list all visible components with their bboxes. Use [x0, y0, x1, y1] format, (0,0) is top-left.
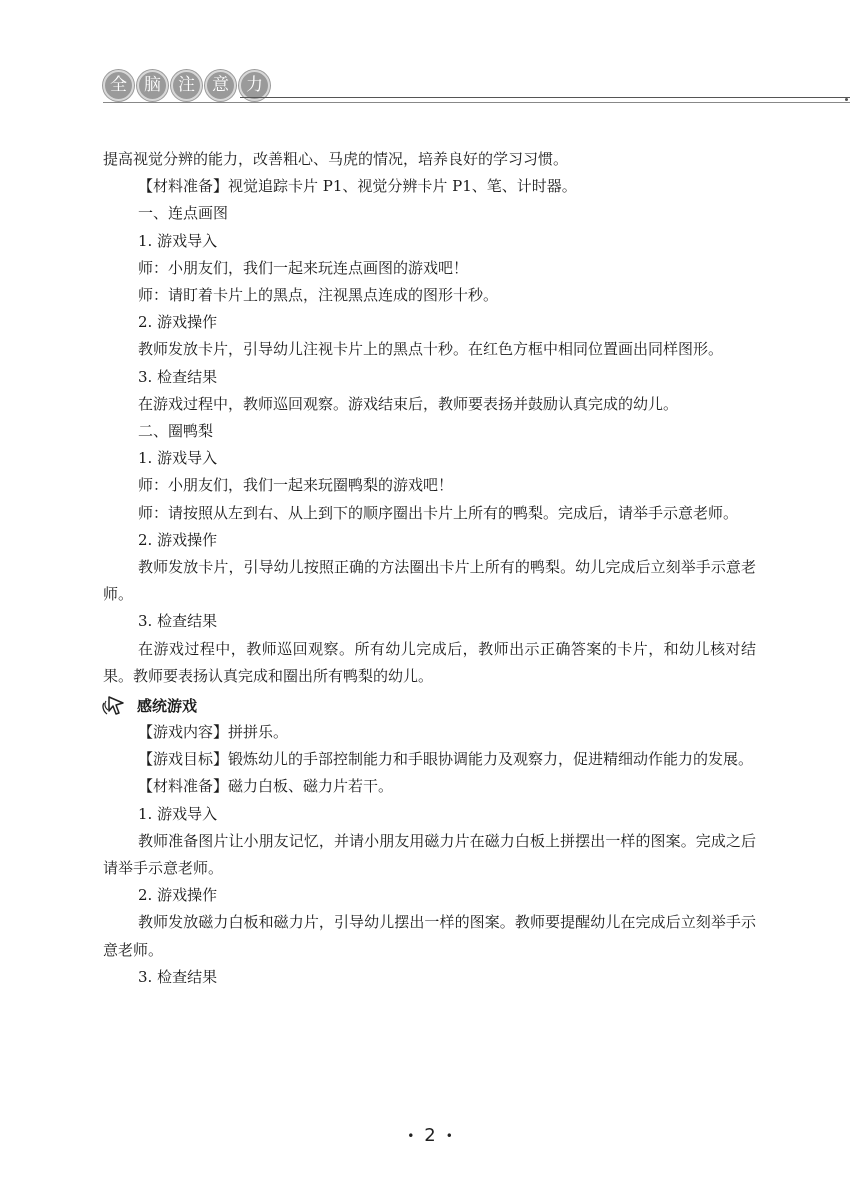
step-heading: 1. 游戏导入 — [138, 449, 218, 468]
title-char: 力 — [239, 70, 270, 101]
game-goal: 【游戏目标】锻炼幼儿的手部控制能力和手眼协调能力及观察力，促进精细动作能力的发展。 — [138, 750, 754, 769]
paragraph: 教师发放磁力白板和磁力片，引导幼儿摆出一样的图案。教师要提醒幼儿在完成后立刻举手示意老师。 — [103, 913, 756, 959]
section-title: 感统游戏 — [137, 697, 198, 716]
section-heading — [103, 692, 756, 719]
subsection-heading: 二、圈鸭梨 — [138, 422, 214, 441]
step-heading: 2. 游戏操作 — [138, 886, 218, 905]
step-heading: 2. 游戏操作 — [138, 313, 218, 332]
header-rule-thin — [103, 102, 850, 103]
sensory-game-icon — [101, 695, 127, 717]
title-char: 意 — [205, 70, 236, 101]
paragraph: 教师发放卡片，引导幼儿按照正确的方法圈出卡片上所有的鸭梨。幼儿完成后立刻举手示意老师。 — [103, 558, 756, 604]
dialogue-line: 师：小朋友们，我们一起来玩圈鸭梨的游戏吧！ — [138, 476, 454, 495]
game-content: 【游戏内容】拼拼乐。 — [138, 723, 289, 742]
paragraph: 教师准备图片让小朋友记忆，并请小朋友用磁力片在磁力白板上拼摆出一样的图案。完成之后请举手示意老师。 — [103, 831, 756, 878]
paragraph: 在游戏过程中，教师巡回观察。游戏结束后，教师要表扬并鼓励认真完成的幼儿。 — [138, 394, 679, 413]
step-heading: 1. 游戏导入 — [138, 804, 218, 823]
materials-paragraph: 【材料准备】视觉追踪卡片 P1、视觉分辨卡片 P1、笔、计时器。 — [138, 177, 577, 196]
title-char: 脑 — [137, 70, 168, 101]
subsection-heading: 一、连点画图 — [138, 204, 229, 223]
step-heading: 2. 游戏操作 — [138, 530, 218, 549]
paragraph: 在游戏过程中，教师巡回观察。所有幼儿完成后，教师出示正确答案的卡片，和幼儿核对结果。教师要表扬认真完成和圈出所有鸭梨的幼儿。 — [103, 639, 756, 685]
footer-dot: • — [407, 1129, 415, 1143]
page-body — [103, 146, 756, 991]
page-footer — [0, 1125, 860, 1146]
materials-paragraph: 【材料准备】磁力白板、磁力片若干。 — [138, 777, 394, 796]
dialogue-line: 师：请按照从左到右、从上到下的顺序圈出卡片上所有的鸭梨。完成后，请举手示意老师。 — [138, 503, 739, 522]
dialogue-line: 师：小朋友们，我们一起来玩连点画图的游戏吧！ — [138, 258, 469, 277]
title-char: 注 — [171, 70, 202, 101]
page-header — [0, 0, 860, 110]
dialogue-line: 师：请盯着卡片上的黑点，注视黑点连成的图形十秒。 — [138, 286, 499, 305]
step-heading: 1. 游戏导入 — [138, 231, 218, 250]
step-heading: 3. 检查结果 — [138, 612, 218, 631]
paragraph: 教师发放卡片，引导幼儿注视卡片上的黑点十秒。在红色方框中相同位置画出同样图形。 — [138, 340, 724, 359]
header-rule — [240, 97, 850, 98]
header-rule-dot — [845, 98, 848, 101]
step-heading: 3. 检查结果 — [138, 967, 218, 986]
title-char: 全 — [103, 70, 134, 101]
page-number: 2 — [424, 1125, 436, 1146]
footer-dot: • — [445, 1129, 453, 1143]
step-heading: 3. 检查结果 — [138, 367, 218, 386]
paragraph: 提高视觉分辨的能力，改善粗心、马虎的情况，培养良好的学习习惯。 — [103, 150, 569, 168]
